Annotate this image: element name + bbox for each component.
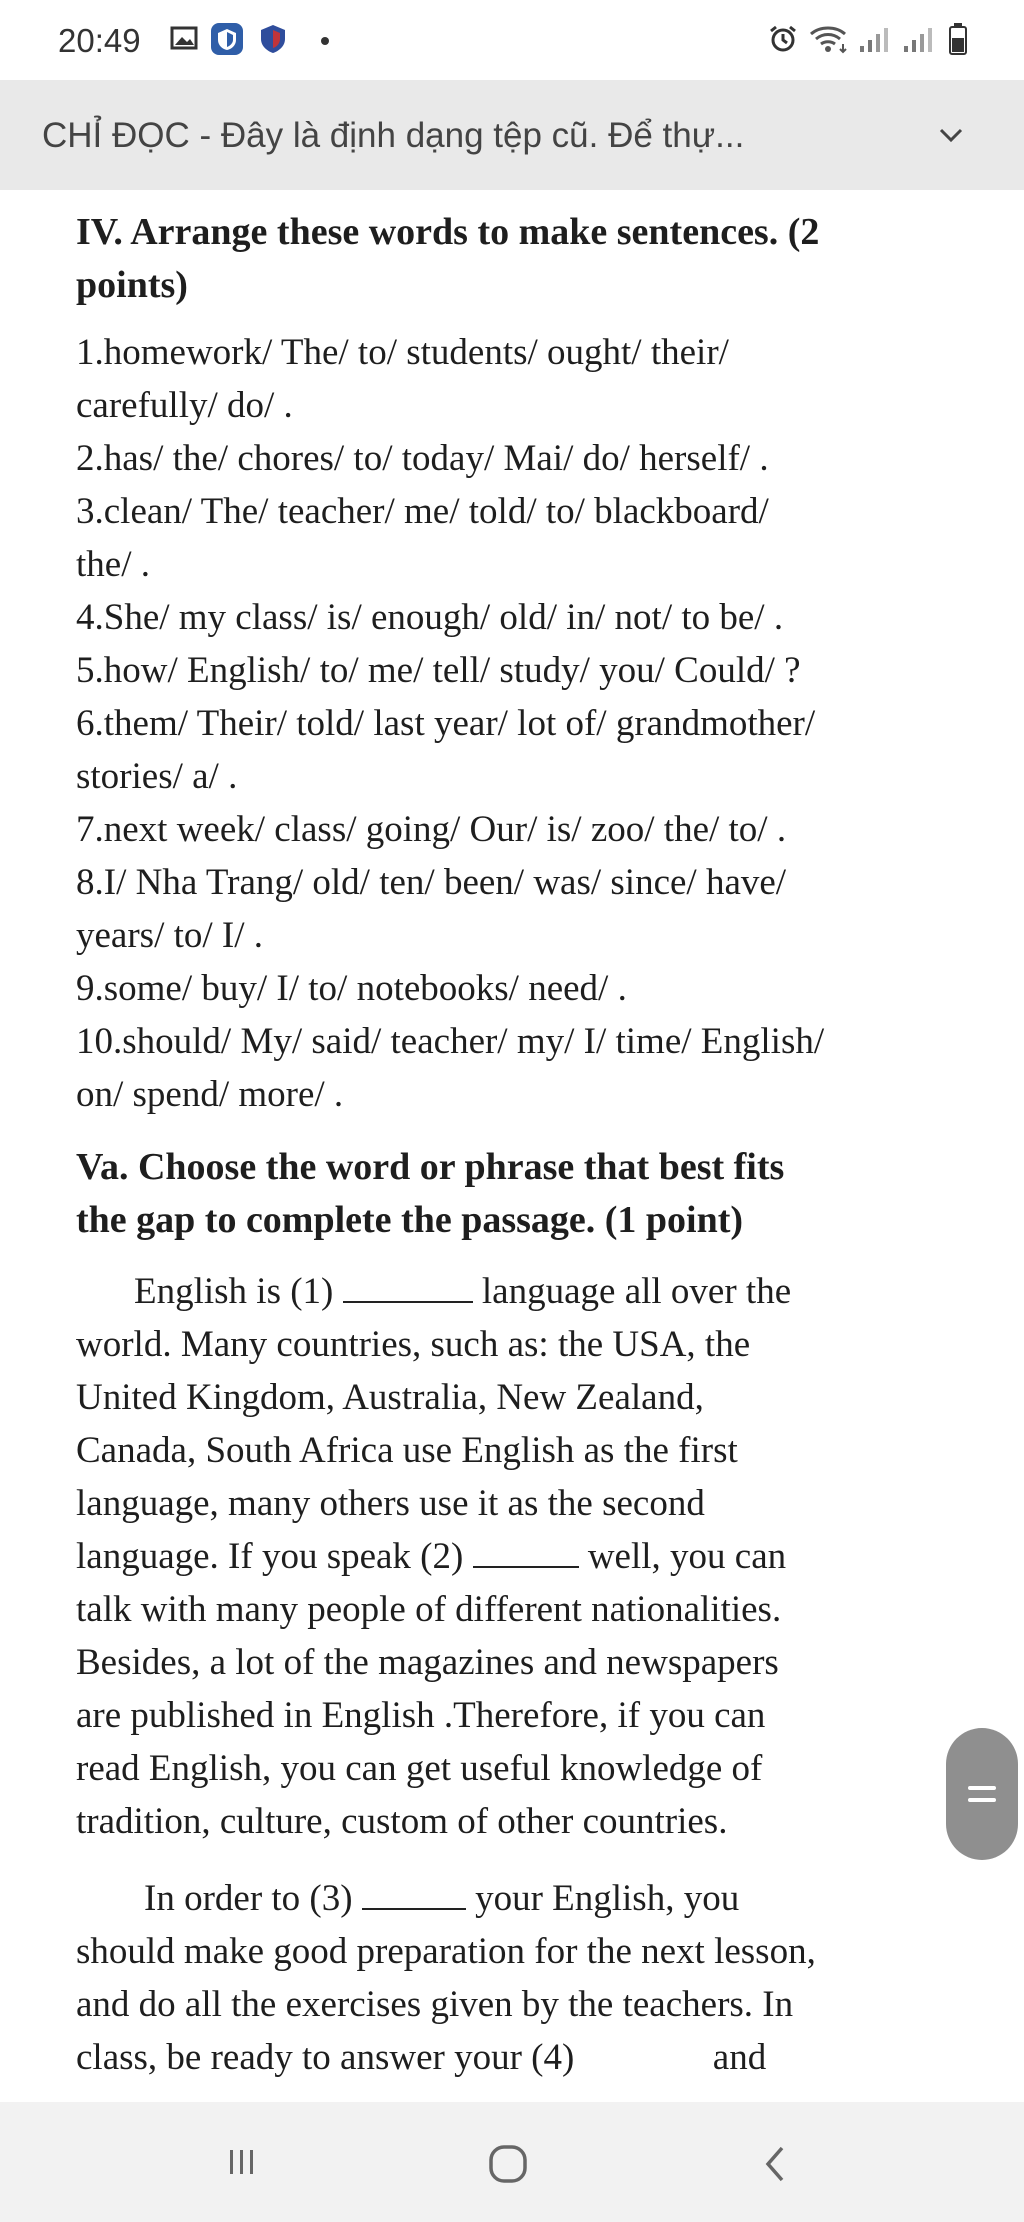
shield-app-icon — [256, 22, 290, 56]
dot-icon — [320, 36, 330, 46]
text-line: Canada, South Africa use English as the first — [76, 1430, 738, 1471]
list-item: 10.should/ My/ said/ teacher/ my/ I/ time/ English/ — [76, 1021, 825, 1062]
list-item: 7.next week/ class/ going/ Our/ is/ zoo/ the/ to/ . — [76, 809, 787, 850]
section-heading-va: Va. Choose the word or phrase that best fits the gap to complete the passage. (1 point) — [76, 1146, 785, 1241]
banner-text: CHỈ ĐỌC - Đây là định dạng tệp cũ. Để thự... — [42, 116, 745, 155]
gallery-icon — [170, 24, 198, 52]
text-line: are published in English .Therefore, if you can — [76, 1695, 766, 1736]
text-line: language. If you speak (2) well, you can — [76, 1536, 787, 1577]
signal-icon — [902, 24, 942, 54]
list-item: 2.has/ the/ chores/ to/ today/ Mai/ do/ herself/ . — [76, 438, 769, 479]
list-item: carefully/ do/ . — [76, 385, 293, 426]
document-content — [76, 190, 956, 2084]
list-item: on/ spend/ more/ . — [76, 1074, 344, 1115]
list-item: 3.clean/ The/ teacher/ me/ told/ to/ blackboard/ — [76, 491, 769, 532]
list-item: 9.some/ buy/ I/ to/ notebooks/ need/ . — [76, 968, 627, 1009]
list-item: 1.homework/ The/ to/ students/ ought/ their/ — [76, 332, 729, 373]
text-line: world. Many countries, such as: the USA, the — [76, 1324, 751, 1365]
alarm-icon — [768, 24, 798, 54]
list-item: 4.She/ my class/ is/ enough/ old/ in/ not/ to be/ . — [76, 597, 784, 638]
passage-paragraph-1 — [76, 1265, 956, 1848]
blank-gap — [362, 1878, 466, 1910]
list-item: 6.them/ Their/ told/ last year/ lot of/ grandmother/ — [76, 703, 816, 744]
navigation-bar — [0, 2102, 1024, 2222]
text-line: language, many others use it as the second — [76, 1483, 705, 1524]
exercise-list — [76, 326, 956, 1121]
list-item: the/ . — [76, 544, 150, 585]
status-time: 20:49 — [58, 22, 141, 59]
text-line: read English, you can get useful knowledge of — [76, 1748, 763, 1789]
text-line: English is (1) language all over the — [134, 1271, 792, 1312]
text-line: In order to (3) your English, you — [144, 1878, 740, 1919]
text-line: should make good preparation for the next lesson, — [76, 1931, 816, 1972]
list-item: 8.I/ Nha Trang/ old/ ten/ been/ was/ since/ have/ — [76, 862, 787, 903]
section-heading-iv: IV. Arrange these words to make sentences. (2 points) — [76, 211, 820, 306]
shield-app-icon — [210, 22, 244, 56]
text-line: Besides, a lot of the magazines and newspapers — [76, 1642, 779, 1683]
battery-icon — [948, 22, 968, 56]
list-item: years/ to/ I/ . — [76, 915, 264, 956]
text-line: United Kingdom, Australia, New Zealand, — [76, 1377, 704, 1418]
text-line: and do all the exercises given by the teachers. In — [76, 1984, 794, 2025]
read-only-banner[interactable] — [0, 80, 1024, 190]
text-line: class, be ready to answer your (4) and — [76, 2037, 767, 2078]
list-item: stories/ a/ . — [76, 756, 238, 797]
list-item: 5.how/ English/ to/ me/ tell/ study/ you/ Could/ ? — [76, 650, 801, 691]
signal-icon — [858, 24, 898, 54]
chevron-down-icon[interactable] — [936, 120, 966, 150]
status-bar — [0, 0, 1024, 80]
home-icon[interactable] — [486, 2142, 530, 2186]
back-icon[interactable] — [756, 2142, 796, 2186]
scroll-handle[interactable] — [946, 1728, 1018, 1860]
blank-gap — [473, 1536, 579, 1568]
passage-paragraph-2 — [76, 1872, 956, 2084]
wifi-icon — [808, 24, 850, 54]
text-line: talk with many people of different nationalities. — [76, 1589, 782, 1630]
text-line: tradition, culture, custom of other countries. — [76, 1801, 728, 1842]
blank-gap — [343, 1271, 473, 1303]
recents-icon[interactable] — [222, 2142, 262, 2182]
